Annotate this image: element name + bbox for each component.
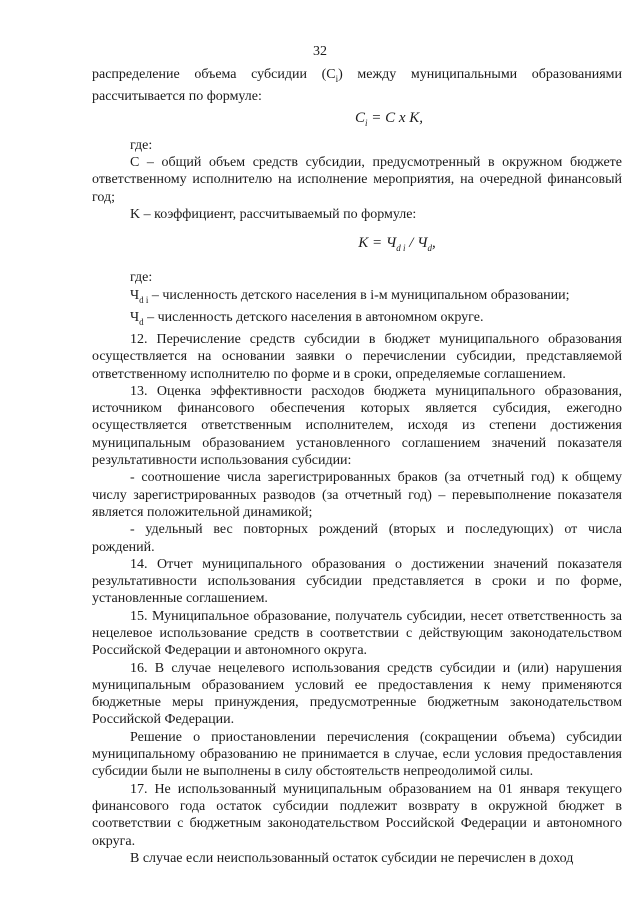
paragraph-16-decision: Решение о приостановлении перечисления (сокращении объема) субсидии муниципальному образованию не принимается в случае, если условия предоставления субсидии были не выполнены в силу обстоятельств непреодолимой силы. (92, 729, 622, 780)
page-number: 32 (313, 44, 327, 59)
paragraph-17-continued: В случае если неиспользованный остаток субсидии не перечислен в доход (130, 850, 574, 866)
paragraph-16: 16. В случае нецелевого использования средств субсидии и (или) нарушения муниципальным образованием условий ее предоставления к нему применяются бюджетные меры принуждения, предусмотренные бюджетным законодательством Российской Федерации. (92, 660, 622, 728)
paragraph-17: 17. Не использованный муниципальным образованием на 01 января текущего финансового года остаток субсидии подлежит возврату в окружной бюджет в соответствии с бюджетным законодательством Российской Федерации и автономного округа. (92, 781, 622, 849)
paragraph-13: 13. Оценка эффективности расходов бюджета муниципального образования, источником финансового обеспечения которых является субсидия, ежегодно осуществляется ответственным исполнителем, исходя из степени достижения муниципальным образованием установленного соглашением значений показателя результативности использования субсидии: (92, 383, 622, 469)
paragraph-13-item-a: - соотношение числа зарегистрированных браков (за отчетный год) к общему числу зарегистрированных разводов (за отчетный год) – перевыполнение показателя является положительной динамикой; (92, 470, 622, 520)
paragraph-15: 15. Муниципальное образование, получатель субсидии, несет ответственность за нецелевое использование средств в соответствии с действующим законодательством Российской Федерации и автономного округа. (92, 608, 622, 659)
chdi-definition: $Ч_{d i}$ – численность детского населения в i-м муниципальном образовании; (130, 287, 570, 305)
where-label-2: где: (130, 270, 153, 286)
paragraph-12: 12. Перечисление средств субсидии в бюджет муниципального образования осуществляется на основании заявки о перечислении субсидии, представляемой ответственному исполнителю по форме и в сроки, определяемые соглашением. (92, 331, 622, 382)
c-definition: C – общий объем средств субсидии, предусмотренный в окружном бюджете ответственному исполнителю на исполнение мероприятия, на очередной финансовый год; (92, 154, 622, 205)
intro-text: распределение объема субсидии (C (92, 67, 336, 82)
formula-ci: $C_i = C$ x K, (354, 110, 424, 129)
where-label-1: где: (130, 137, 153, 153)
intro-subscript: i (335, 73, 339, 84)
document-body (92, 66, 622, 867)
paragraph-14: 14. Отчет муниципального образования о достижении значений показателя результативности использования субсидии представляется в сроки и по форме, установленные соглашением. (92, 556, 622, 607)
k-definition: K – коэффициент, рассчитываемый по формуле: (130, 206, 417, 222)
formula-k: $K = Ч_{d i} / Ч_d$, (358, 235, 436, 254)
chd-definition: $Ч_d$ – численность детского населения в автономном округе. (130, 309, 484, 327)
intro-paragraph (92, 66, 622, 105)
paragraph-13-item-b: - удельный вес повторных рождений (вторых и последующих) от числа рождений. (92, 522, 622, 555)
intro-tail: ) между муниципальными образованиями рассчитывается по формуле: (92, 67, 623, 105)
